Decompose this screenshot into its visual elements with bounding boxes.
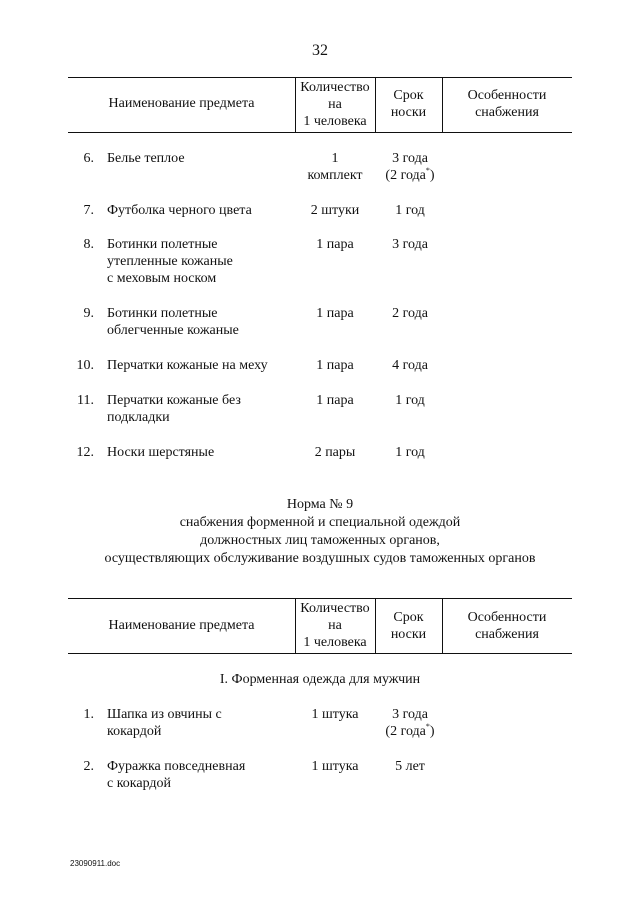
row-number: 11. bbox=[77, 393, 94, 408]
row-name: Носки шерстяные bbox=[107, 445, 215, 460]
row-name: Футболка черного цвета bbox=[107, 203, 252, 218]
norm-title-line: осуществляющих обслуживание воздушных судов таможенных органов bbox=[104, 551, 536, 566]
row-qty: 2 штуки bbox=[310, 203, 360, 218]
norm-title-line: снабжения форменной и специальной одеждой bbox=[179, 515, 461, 530]
row-number: 1. bbox=[83, 707, 94, 722]
row-term: 1 год bbox=[395, 393, 425, 408]
row-qty: 1 пара bbox=[316, 237, 354, 252]
header-qty: Количество на 1 человека bbox=[300, 601, 370, 650]
norm-title-number: Норма № 9 bbox=[286, 497, 354, 512]
row-number: 9. bbox=[83, 306, 94, 321]
header-name: Наименование предмета bbox=[108, 618, 255, 633]
row-name: Ботинки полетные утепленные кожаные с меховым носком bbox=[107, 237, 233, 286]
header-bottom-rule bbox=[68, 653, 572, 654]
row-qty: 2 пары bbox=[314, 445, 356, 460]
header-term: Срок носки bbox=[390, 88, 427, 120]
header-features: Особенности снабжения bbox=[467, 88, 547, 120]
row-qty: 1 комплект bbox=[307, 151, 363, 183]
row-name: Перчатки кожаные на меху bbox=[107, 358, 268, 373]
header-top-rule bbox=[68, 598, 572, 599]
section-heading: I. Форменная одежда для мужчин bbox=[219, 672, 421, 687]
row-name: Фуражка повседневная с кокардой bbox=[107, 759, 246, 791]
row-term: 5 лет bbox=[395, 759, 425, 774]
row-name: Перчатки кожаные без подкладки bbox=[107, 393, 241, 425]
header-term: Срок носки bbox=[390, 610, 427, 642]
row-term: 1 год bbox=[395, 203, 425, 218]
row-qty: 1 пара bbox=[316, 393, 354, 408]
row-name: Белье теплое bbox=[107, 151, 185, 166]
row-number: 7. bbox=[83, 203, 94, 218]
page-number: 32 bbox=[312, 42, 328, 59]
row-qty: 1 пара bbox=[316, 306, 354, 321]
row-name: Ботинки полетные облегченные кожаные bbox=[107, 306, 239, 338]
row-term: 3 года (2 года*) bbox=[385, 707, 435, 739]
row-number: 6. bbox=[83, 151, 94, 166]
row-qty: 1 штука bbox=[311, 759, 359, 774]
row-name: Шапка из овчины с кокардой bbox=[107, 707, 222, 739]
row-number: 10. bbox=[76, 358, 94, 373]
row-term: 1 год bbox=[395, 445, 425, 460]
footer-filename: 23090911.doc bbox=[70, 859, 121, 868]
header-bottom-rule bbox=[68, 132, 572, 133]
row-number: 8. bbox=[83, 237, 94, 252]
header-top-rule bbox=[68, 77, 572, 78]
row-term: 2 года bbox=[392, 306, 428, 321]
row-qty: 1 штука bbox=[311, 707, 359, 722]
row-qty: 1 пара bbox=[316, 358, 354, 373]
row-term: 4 года bbox=[392, 358, 428, 373]
header-name: Наименование предмета bbox=[108, 96, 255, 111]
norm-title-line: должностных лиц таможенных органов, bbox=[200, 533, 440, 548]
row-term: 3 года bbox=[392, 237, 428, 252]
row-number: 2. bbox=[83, 759, 94, 774]
row-term: 3 года (2 года*) bbox=[385, 151, 435, 183]
row-number: 12. bbox=[76, 445, 94, 460]
header-qty: Количество на 1 человека bbox=[300, 80, 370, 129]
header-features: Особенности снабжения bbox=[467, 610, 547, 642]
